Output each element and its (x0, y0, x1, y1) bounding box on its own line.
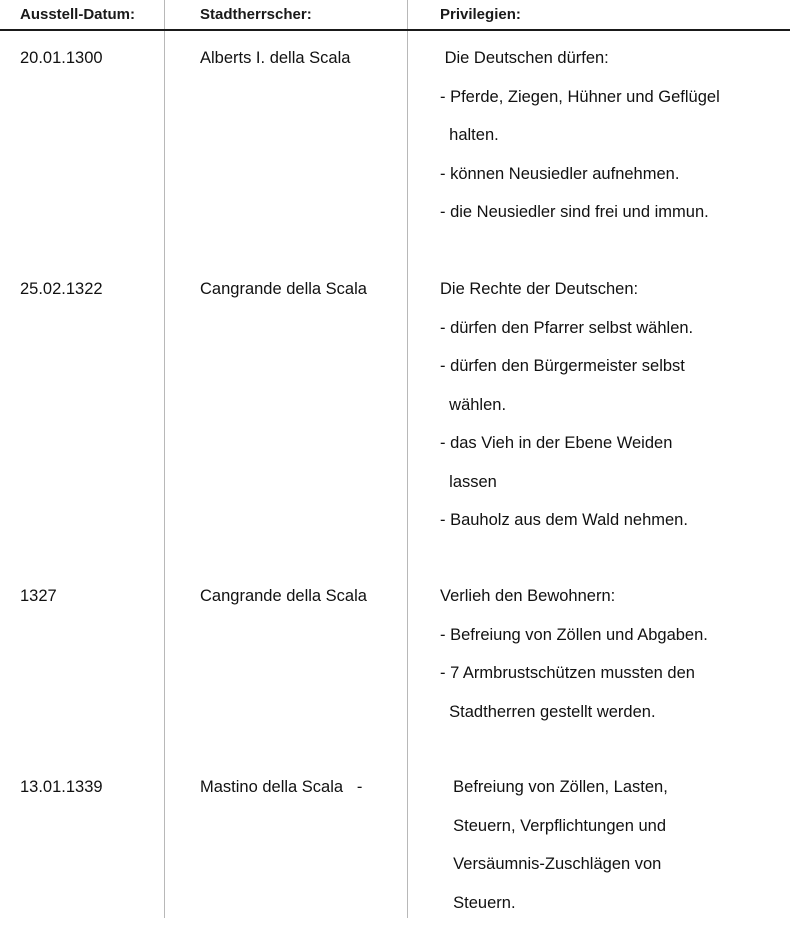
header-privileges: Privilegien: (440, 6, 521, 23)
ruler-cell: Mastino della Scala - (200, 777, 362, 797)
column-divider (164, 0, 165, 918)
privilege-line: halten. (440, 125, 720, 164)
privilege-line: Befreiung von Zöllen, Lasten, (444, 777, 668, 816)
privilege-line: Die Rechte der Deutschen: (440, 279, 693, 318)
header-ruler: Stadtherrscher: (200, 6, 312, 23)
privilege-line: Versäumnis-Zuschlägen von (444, 854, 668, 893)
date-cell: 13.01.1339 (20, 777, 103, 797)
privilege-line: - Bauholz aus dem Wald nehmen. (440, 510, 693, 549)
privilege-line: - 7 Armbrustschützen mussten den (440, 663, 708, 702)
privilege-line: lassen (440, 472, 693, 511)
privilege-line: Stadtherren gestellt werden. (440, 702, 708, 741)
date-cell: 20.01.1300 (20, 48, 103, 68)
ruler-cell: Cangrande della Scala (200, 279, 367, 299)
privilege-line: Steuern, Verpflichtungen und (444, 816, 668, 855)
column-divider (407, 0, 408, 918)
privilege-line: wählen. (440, 395, 693, 434)
privileges-cell (444, 777, 668, 931)
privilege-line: Die Deutschen dürfen: (440, 48, 720, 87)
privilege-line: Steuern. (444, 893, 668, 931)
privilege-line: - können Neusiedler aufnehmen. (440, 164, 720, 203)
ruler-cell: Alberts I. della Scala (200, 48, 350, 68)
date-cell: 25.02.1322 (20, 279, 103, 299)
ruler-cell: Cangrande della Scala (200, 586, 367, 606)
privilege-line: - die Neusiedler sind frei und immun. (440, 202, 720, 241)
privileges-cell (440, 586, 708, 740)
header-rule (0, 29, 790, 31)
privilege-line: - Befreiung von Zöllen und Abgaben. (440, 625, 708, 664)
privilege-line: Verlieh den Bewohnern: (440, 586, 708, 625)
privileges-cell (440, 279, 693, 549)
date-cell: 1327 (20, 586, 57, 606)
privilege-line: - dürfen den Pfarrer selbst wählen. (440, 318, 693, 357)
privilege-line: - Pferde, Ziegen, Hühner und Geflügel (440, 87, 720, 126)
header-date: Ausstell-Datum: (20, 6, 135, 23)
privileges-cell (440, 48, 720, 241)
privilege-line: - das Vieh in der Ebene Weiden (440, 433, 693, 472)
privilege-line: - dürfen den Bürgermeister selbst (440, 356, 693, 395)
